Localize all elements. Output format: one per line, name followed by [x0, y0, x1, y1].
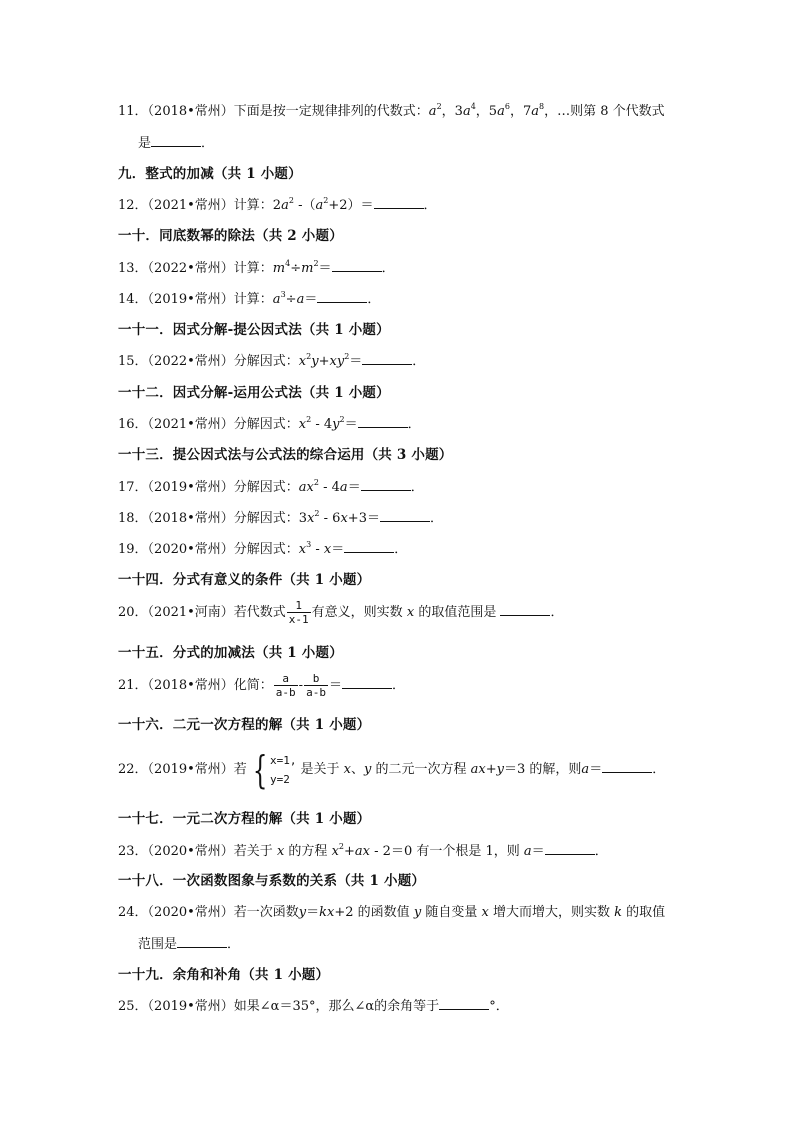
q20-suffix: 有意义，则实数 — [311, 605, 403, 620]
brace-icon: { — [252, 747, 268, 792]
q11-end: ． — [201, 136, 215, 151]
question-13: 13．（2022•常州）计算：$m^4\div m^2=$ ． — [118, 259, 395, 276]
q23-aeq: ＝ — [531, 844, 545, 859]
q12-end: ． — [423, 198, 437, 213]
q23-prefix: 23．（2020•常州）若关于 — [118, 844, 273, 859]
fraction — [304, 672, 328, 699]
q13-prefix: 13．（2022•常州）计算： — [118, 261, 273, 276]
q13-eq: ＝ — [318, 261, 332, 276]
q15-eq: ＝ — [349, 354, 363, 369]
q11-prefix: 11．（2018•常州）下面是按一定规律排列的代数式： — [118, 104, 429, 119]
q18-end: ． — [429, 511, 443, 526]
q18-mid: - 6 — [319, 511, 341, 526]
q22-end: ． — [652, 762, 666, 777]
fraction-denominator: x-1 — [288, 613, 309, 626]
answer-blank[interactable] — [362, 352, 412, 365]
question-18: 18．（2018•常州）分解因式：$3x^2 - 6x+3=$ ． — [118, 509, 443, 526]
question-11: 11．（2018•常州）下面是按一定规律排列的代数式：$a^2$，$3a^4$，$5a^6$，$7a^8$，…则第 8 个代数式 — [118, 102, 665, 119]
question-23: 23．（2020•常州）若关于 x 的方程 $x^2+ax - 2=0$ 有一个根是 1，则 a＝ ． — [118, 842, 608, 859]
q25-end: °． — [489, 999, 509, 1014]
q23-end: ． — [594, 844, 608, 859]
answer-blank[interactable] — [151, 134, 201, 147]
q24-end: ． — [227, 937, 241, 952]
q11-cont: 是 — [138, 136, 152, 151]
equation-system — [248, 747, 297, 792]
question-21 — [118, 671, 405, 701]
q14-eq: ＝ — [304, 292, 318, 307]
answer-blank[interactable] — [380, 509, 430, 522]
answer-blank[interactable] — [332, 259, 382, 272]
fraction-denominator: a-b — [275, 686, 296, 699]
section-heading: 一十六．二元一次方程的解（共 1 小题） — [118, 717, 371, 733]
q16-mid: - 4 — [311, 417, 333, 432]
answer-blank[interactable] — [500, 603, 550, 616]
q13-end: ． — [381, 261, 395, 276]
question-17: 17．（2019•常州）分解因式：$ax^2 - 4a=$ ． — [118, 478, 424, 495]
question-11-cont — [138, 134, 214, 153]
q21-eq: ＝ — [328, 678, 342, 693]
answer-blank[interactable] — [374, 196, 424, 209]
q20-suffix2: 的取值范围是 — [418, 605, 497, 620]
fraction-numerator: b — [304, 672, 328, 686]
section-heading: 一十一．因式分解-提公因式法（共 1 小题） — [118, 322, 390, 338]
q22-aeq: ＝ — [589, 762, 603, 777]
q18-tail: +3＝ — [347, 511, 380, 526]
section-heading: 一十二．因式分解-运用公式法（共 1 小题） — [118, 385, 390, 401]
q20-var: x — [406, 605, 415, 620]
q21-prefix: 21．（2018•常州）化简： — [118, 678, 273, 693]
q14-end: ． — [367, 292, 381, 307]
answer-blank[interactable] — [439, 997, 489, 1010]
answer-blank[interactable] — [177, 935, 227, 948]
q16-eq: ＝ — [344, 417, 358, 432]
section-heading: 一十四．分式有意义的条件（共 1 小题） — [118, 572, 371, 588]
q22-prefix: 22．（2019•常州）若 — [118, 762, 247, 777]
answer-blank[interactable] — [344, 540, 394, 553]
q21-end: ． — [391, 678, 405, 693]
q22-mid: 的二元一次方程 — [375, 762, 467, 777]
q16-prefix: 16．（2021•常州）分解因式： — [118, 417, 299, 432]
fraction-numerator: 1 — [287, 599, 311, 613]
section-heading: 一十五．分式的加减法（共 1 小题） — [118, 645, 343, 661]
question-24-cont — [138, 935, 240, 954]
q19-mid: - — [311, 542, 324, 557]
q24-mid2: +2 的函数值 — [334, 905, 410, 920]
q22-suffix: 是关于 — [300, 762, 340, 777]
section-heading: 九．整式的加减（共 1 小题） — [118, 166, 302, 182]
q23-mid: 的方程 — [288, 844, 328, 859]
q19-prefix: 19．（2020•常州）分解因式： — [118, 542, 299, 557]
q17-end: ． — [410, 480, 424, 495]
q23-eq: - 2＝0 有一个根是 1，则 — [370, 844, 520, 859]
q17-prefix: 17．（2019•常州）分解因式： — [118, 480, 299, 495]
fraction-denominator: a-b — [306, 686, 326, 699]
equation-1: x=1, — [269, 753, 297, 767]
answer-blank[interactable] — [361, 478, 411, 491]
question-19: 19．（2020•常州）分解因式：$x^3 - x=$ ． — [118, 540, 408, 557]
answer-blank[interactable] — [602, 760, 652, 773]
q25-prefix: 25．（2019•常州）如果∠α＝35°，那么∠α的余角等于 — [118, 999, 440, 1014]
q16-end: ． — [407, 417, 421, 432]
q11-suffix: ，…则第 8 个代数式 — [544, 104, 665, 119]
q20-prefix: 20．（2021•河南）若代数式 — [118, 605, 286, 620]
fraction — [287, 599, 311, 626]
q24-prefix: 24．（2020•常州）若一次函数 — [118, 905, 299, 920]
q19-eq: ＝ — [331, 542, 345, 557]
q12-prefix: 12．（2021•常州）计算：2 — [118, 198, 282, 213]
q15-prefix: 15．（2022•常州）分解因式： — [118, 354, 299, 369]
question-16: 16．（2021•常州）分解因式：$x^2 - 4y^2=$ ． — [118, 415, 421, 432]
question-12: 12．（2021•常州）计算：$2a^2$ $-(a^2+2)=$ ． — [118, 196, 437, 213]
question-24: 24．（2020•常州）若一次函数y＝kx+2 的函数值 y 随自变量 x 增大而增大，则实数 k 的取值 — [118, 905, 666, 920]
section-heading: 一十三．提公因式法与公式法的综合运用（共 3 小题） — [118, 447, 453, 463]
equation-2: y=2 — [269, 772, 290, 786]
q19-end: ． — [394, 542, 408, 557]
question-25 — [118, 997, 509, 1016]
q18-prefix: 18．（2018•常州）分解因式：3 — [118, 511, 308, 526]
q20-end: ． — [550, 605, 564, 620]
question-15: 15．（2022•常州）分解因式：$x^2y+xy^2=$ ． — [118, 352, 426, 369]
answer-blank[interactable] — [317, 290, 367, 303]
section-heading: 一十七．一元二次方程的解（共 1 小题） — [118, 811, 371, 827]
q24-cont: 范围是 — [138, 937, 178, 952]
q22-eq: ＝3 的解，则 — [504, 762, 582, 777]
q24-mid3: 随自变量 — [425, 905, 478, 920]
fraction — [274, 672, 298, 699]
section-heading: 一十九．余角和补角（共 1 小题） — [118, 967, 330, 983]
question-14: 14．（2019•常州）计算：$a^3\div a=$ ． — [118, 290, 381, 307]
q14-prefix: 14．（2019•常州）计算： — [118, 292, 273, 307]
q12-tail: +2）＝ — [328, 198, 374, 213]
answer-blank[interactable] — [545, 842, 595, 855]
fraction-numerator: a — [274, 672, 298, 686]
q17-eq: ＝ — [347, 480, 361, 495]
answer-blank[interactable] — [358, 415, 408, 428]
answer-blank[interactable] — [342, 676, 392, 689]
q24-mid4: 增大而增大，则实数 — [492, 905, 610, 920]
q15-end: ． — [412, 354, 426, 369]
question-22: 22．（2019•常州）若 { x=1, y=2 是关于 x、y 的二元一次方程 ax+y＝3 的解，则a＝ ． — [118, 747, 666, 792]
q24-mid5: 的取值 — [626, 905, 666, 920]
q24-mid: ＝ — [306, 905, 320, 920]
question-20 — [118, 598, 563, 628]
q21-minus: - — [298, 678, 304, 693]
q17-mid: - 4 — [318, 480, 340, 495]
q12-mid: -（ — [293, 198, 316, 213]
section-heading: 一十．同底数幂的除法（共 2 小题） — [118, 228, 343, 244]
section-heading: 一十八．一次函数图象与系数的关系（共 1 小题） — [118, 873, 426, 889]
